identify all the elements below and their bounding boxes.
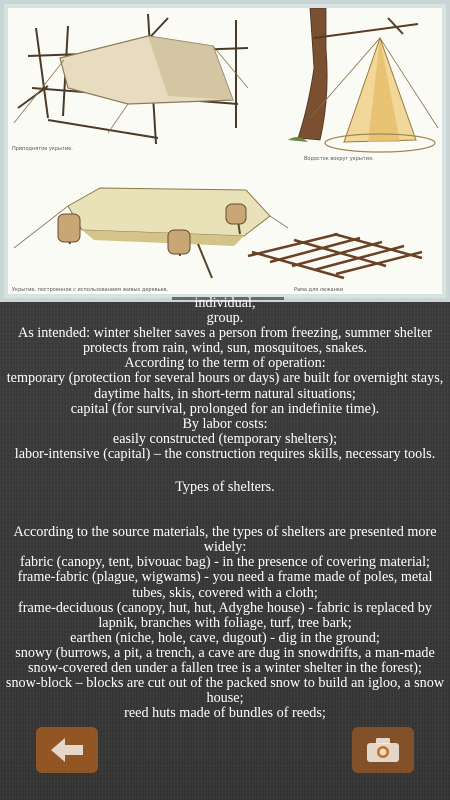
platform-shelter-drawing (14, 188, 288, 278)
raft-frame-drawing (248, 234, 422, 278)
text-line: reed huts made of bundles of reeds; (124, 705, 326, 722)
text-line: individual, (194, 296, 256, 311)
text-line: By labor costs: (182, 415, 268, 432)
caption-raft: Рама для лежанки (294, 287, 344, 293)
text-line: temporary (protection for several hours or days) are built for overnight stays, daytime halts, in short-term natural situations; (6, 370, 444, 402)
arrow-left-icon (47, 735, 87, 765)
text-line: capital (for survival, prolonged for an indefinite time). (70, 400, 380, 417)
text-line: frame-fabric (plague, wigwams) - you need a frame made of poles, metal tubes, skis, covered with a cloth; (17, 569, 433, 601)
text-line: easily constructed (temporary shelters); (112, 430, 338, 447)
text-line: fabric (canopy, tent, bivouac bag) - in the presence of covering material; (20, 554, 430, 571)
text-line: snow-block – blocks are cut out of the packed snow to build an igloo, a snow house; (5, 675, 445, 707)
tepee-drawing (288, 8, 438, 152)
text-line: As intended: winter shelter saves a person from freezing, summer shelter protects from rain, wind, sun, mosquitoes, snakes. (17, 325, 433, 357)
caption-lean-to: Приподнятое укрытие. (12, 146, 73, 152)
text-line: According to the source materials, the types of shelters are presented more widely: (13, 524, 437, 556)
text-line: labor-intensive (capital) – the construction requires skills, necessary tools. (14, 445, 436, 462)
article-text[interactable] (0, 296, 450, 800)
shelter-illustration (0, 0, 450, 302)
text-line: According to the term of operation: (124, 355, 326, 372)
caption-tepee: Водосток вокруг укрытия. (304, 156, 374, 162)
text-line: frame-deciduous (canopy, hut, hut, Adyghe house) - fabric is replaced by lapnik, branches with foliage, turf, tree bark; (18, 599, 432, 631)
previous-page-button[interactable] (36, 727, 98, 773)
text-line: earthen (niche, hole, cave, dugout) - dig in the ground; (70, 629, 380, 646)
text-line: group. (206, 310, 244, 327)
camera-button[interactable] (352, 727, 414, 773)
camera-icon (365, 736, 401, 764)
caption-platform: Укрытие, построенное с использованием живых деревьев. (12, 287, 169, 293)
shelter-drawing (8, 8, 442, 294)
section-heading: Types of shelters. (175, 479, 275, 496)
text-line: snowy (burrows, a pit, a trench, a cave are dug in snowdrifts, a man-made snow-covered den under a fallen tree is a winter shelter in the forest); (15, 644, 435, 676)
